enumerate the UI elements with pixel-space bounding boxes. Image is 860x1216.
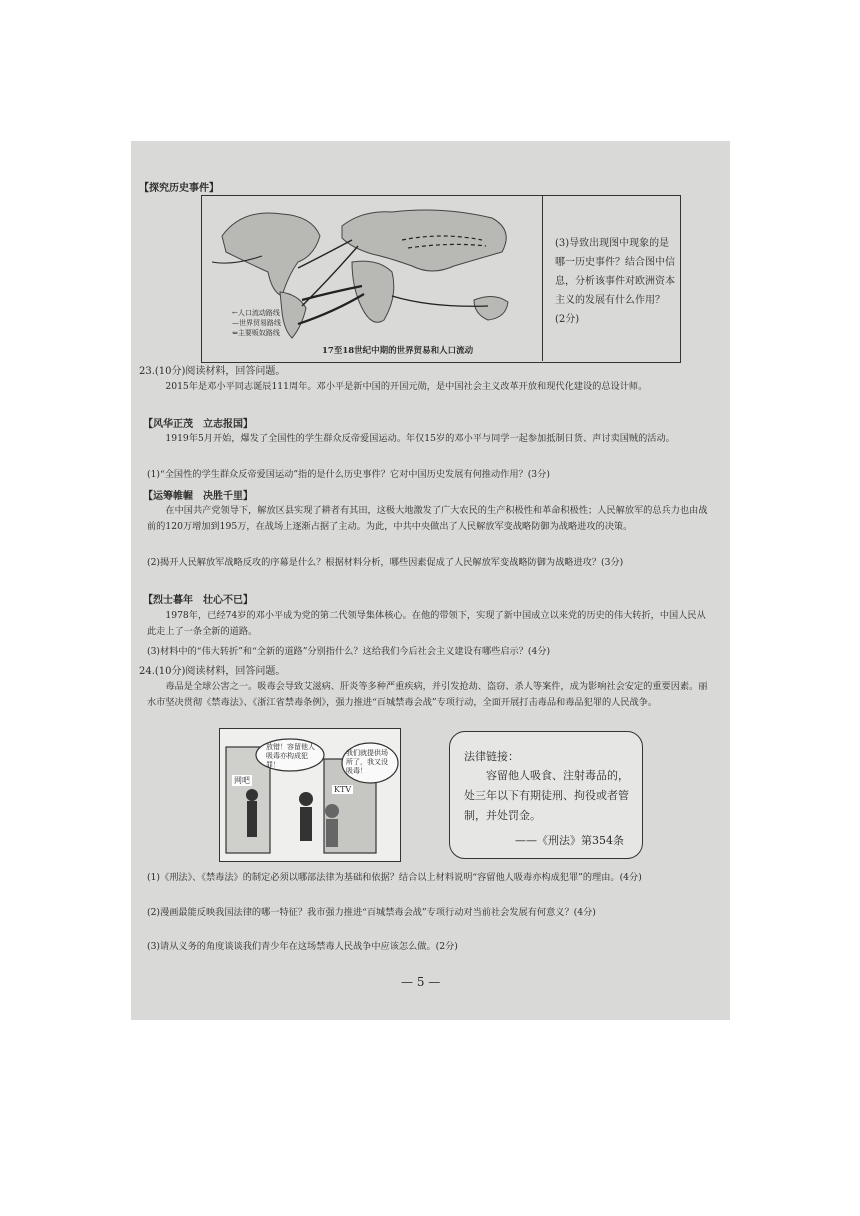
legend-slave-route: ⇐主要贩奴路线 <box>232 329 280 337</box>
cartoon-speech-bubble-2: 我们就提供场所了，我又没吸毒！ <box>346 749 388 775</box>
question-23-2: (2)揭开人民解放军战略反攻的序幕是什么？根据材料分析，哪些因素促成了人民解放军变战略防御为战略进攻？(3分) <box>147 557 624 568</box>
page-number: — 5 — <box>401 975 441 989</box>
question-23-1: (1)“全国性的学生群众反帝爱国运动”指的是什么历史事件？它对中国历史发展有何推动作用？(3分) <box>147 469 550 480</box>
map-caption: 17至18世纪中期的世界贸易和人口流动 <box>322 346 474 356</box>
q24-intro: 毒品是全球公害之一。吸毒会导致艾滋病、肝炎等多种严重疾病，并引发抢劫、盗窃、杀人等案件，成为影响社会安定的重要因素。丽水市坚决贯彻《禁毒法》、《浙江省禁毒条例》，强力推进“百城禁毒会战”专项行动，全面开展打击毒品和毒品犯罪的人民战争。 <box>147 681 708 708</box>
cartoon-speech-bubble-1: 放错！容留他人吸毒亦构成犯罪！ <box>266 743 315 769</box>
cartoon-sign-internet-cafe: 网吧 <box>234 776 250 785</box>
exam-page <box>131 141 730 1020</box>
question-24-3: (3)请从义务的角度谈谈我们青少年在这场禁毒人民战争中应该怎么做。(2分) <box>147 941 458 952</box>
legend-population-route: ←人口流动路线 <box>232 309 280 317</box>
law-link-box <box>449 731 643 859</box>
map-legend <box>232 308 281 338</box>
q23-material-1: 1919年5月开始，爆发了全国性的学生群众反帝爱国运动。年仅15岁的邓小平与同学一起参加抵制日货、声讨卖国贼的活动。 <box>165 433 675 444</box>
question-22-3: (3)导致出现图中现象的是哪一历史事件？结合图中信息，分析该事件对欧洲资本主义的发展有什么作用？(2分) <box>555 238 675 325</box>
cartoon-sign-ktv: KTV <box>334 785 352 794</box>
q23-intro: 2015年是邓小平同志诞辰111周年。邓小平是新中国的开国元勋，是中国社会主义改革开放和现代化建设的总设计师。 <box>165 381 648 392</box>
question-23-3: (3)材料中的“伟大转折”和“全新的道路”分别指什么？这给我们今后社会主义建设有哪些启示？(4分) <box>147 646 551 657</box>
law-link-body: 容留他人吸食、注射毒品的，处三年以下有期徒刑、拘役或者管制，并处罚金。 <box>464 769 629 822</box>
question-24-heading: 24.(10分)阅读材料，回答问题。 <box>139 666 286 677</box>
law-link-source: ——《刑法》第354条 <box>515 834 624 847</box>
legend-trade-route: —世界贸易路线 <box>232 319 281 327</box>
q23-section-2: 【运筹帷幄 决胜千里】 <box>143 491 253 502</box>
world-trade-map <box>202 196 543 361</box>
question-24-1: (1)《刑法》、《禁毒法》的制定必须以哪部法律为基础和依据？结合以上材料说明“容留他人吸毒亦构成犯罪”的理由。(4分) <box>147 872 642 883</box>
law-link-title: 法律链接： <box>464 750 519 763</box>
q23-section-1: 【风华正茂 立志报国】 <box>143 419 253 430</box>
question-24-2: (2)漫画最能反映我国法律的哪一特征？我市强力推进“百城禁毒会战”专项行动对当前社会发展有何意义？(4分) <box>147 907 596 918</box>
q23-section-3: 【烈士暮年 壮心不已】 <box>143 595 253 606</box>
anti-drug-cartoon <box>219 728 401 862</box>
q23-material-2: 在中国共产党领导下，解放区县实现了耕者有其田，这极大地激发了广大农民的生产积极性和革命积极性；人民解放军的总兵力也由战前的120万增加到195万，在战场上逐渐占据了主动。为此，中共中央做出了人民解放军变战略防御为战略进攻的决策。 <box>147 505 708 532</box>
q23-material-3: 1978年，已经74岁的邓小平成为党的第二代领导集体核心。在他的带领下，实现了新中国成立以来党的历史的伟大转折，中国人民从此走上了一条全新的道路。 <box>147 610 706 637</box>
section-explore-heading: 【探究历史事件】 <box>139 183 219 194</box>
question-23-heading: 23.(10分)阅读材料，回答问题。 <box>139 366 286 377</box>
map-question-box <box>201 195 681 363</box>
